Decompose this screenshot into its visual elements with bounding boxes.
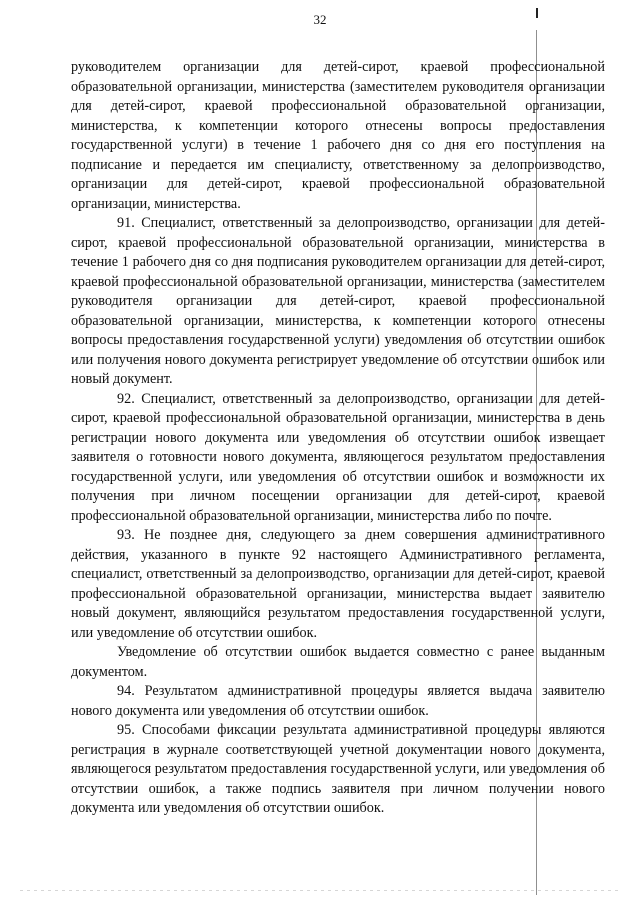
paragraph-93-notice: Уведомление об отсутствии ошибок выдается совместно с ранее выданным документом. — [71, 644, 605, 680]
paragraph-92: 92. Специалист, ответственный за делопроизводство, организации для детей-сирот, краевой профессиональной образовательной организации, министерства в день регистрации нового документа или уведомления об отсутствии ошибок извещает заявителя о готовности нового документа, являющегося результатом предоставления государственной услуги, или уведомления об отсутствии ошибок и возможности их получения при личном посещении организации для детей-сирот, краевой профессиональной образовательной организации, министерства либо по почте. — [71, 390, 605, 524]
document-body — [71, 58, 605, 819]
paragraph-91: 91. Специалист, ответственный за делопроизводство, организации для детей-сирот, краевой профессиональной образовательной организации, министерства в течение 1 рабочего дня со дня подписания руководителем организации для детей-сирот, краевой профессиональной образовательной организации, министерства (заместителем руководителя организации для детей-сирот, краевой профессиональной образовательной организации, министерства, к компетенции которого отнесены вопросы предоставления государственной услуги) уведомления об отсутствии ошибок или получения нового документа регистрирует уведомление об отсутствии ошибок или новый документ. — [71, 215, 605, 387]
scan-artifact-bottom — [20, 890, 620, 891]
paragraph-93: 93. Не позднее дня, следующего за днем совершения административного действия, указанного в пункте 92 настоящего Административного регламента, специалист, ответственный за делопроизводство, организации для детей-сирот, краевой профессиональной образовательной организации, министерства выдает заявителю новый документ, являющийся результатом предоставления государственной услуги, или уведомление об отсутствии ошибок. — [71, 527, 605, 641]
paragraph-continuation: руководителем организации для детей-сирот, краевой профессиональной образовательной организации, министерства (заместителем руководителя организации для детей-сирот, краевой профессиональной образовательной организации, министерства, к компетенции которого отнесены вопросы предоставления государственной услуги) в течение 1 рабочего дня со дня его поступления на подписание и передается им специалисту, ответственному за делопроизводство, организации для детей-сирот, краевой профессиональной образовательной организации, министерства. — [71, 59, 605, 212]
paragraph-95: 95. Способами фиксации результата административной процедуры являются регистрация в журнале соответствующей учетной документации нового документа, являющегося результатом предоставления государственной услуги, или уведомления об отсутствии ошибок, а также подпись заявителя при личном получении нового документа или уведомления об отсутствии ошибок. — [71, 722, 605, 816]
page-number: 32 — [313, 12, 327, 27]
paragraph-94: 94. Результатом административной процедуры является выдача заявителю нового документа или уведомления об отсутствии ошибок. — [71, 683, 605, 719]
